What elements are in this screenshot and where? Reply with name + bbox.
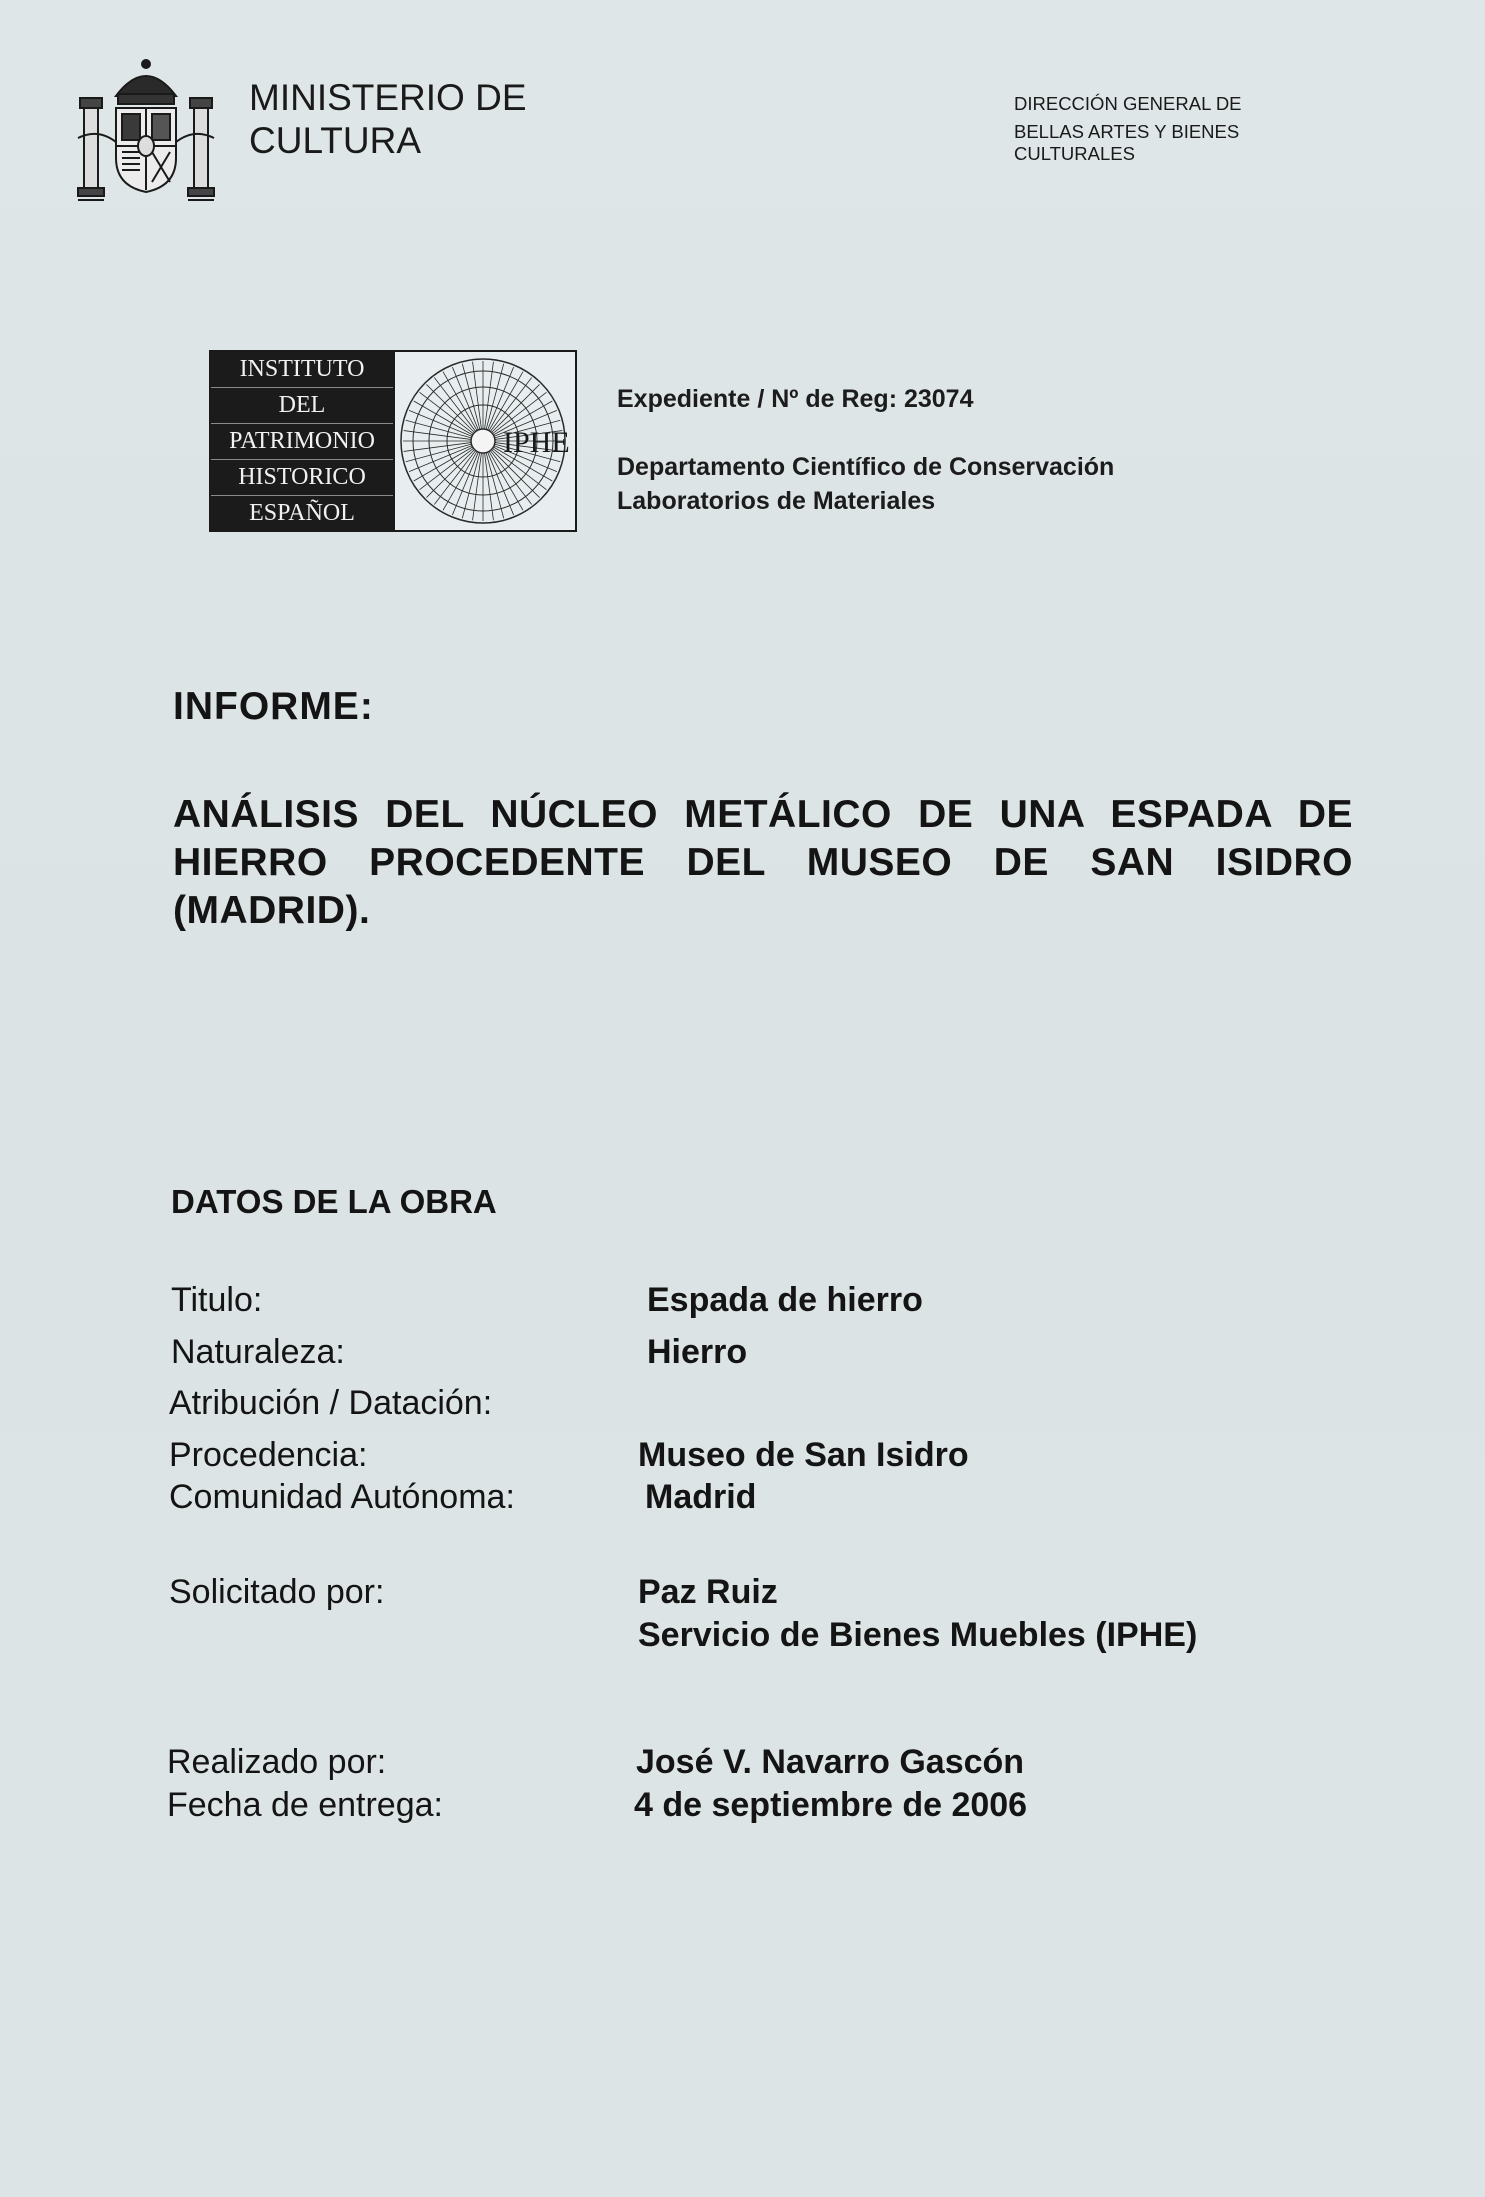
realizado-label: Realizado por:	[167, 1743, 387, 1781]
fecha-label: Fecha de entrega:	[167, 1786, 443, 1824]
work-data-heading: DATOS DE LA OBRA	[171, 1183, 497, 1220]
procedencia-label: Procedencia:	[169, 1436, 368, 1474]
directorate-line-2: BELLAS ARTES Y BIENES	[1014, 121, 1240, 142]
directorate-name	[1014, 90, 1242, 168]
coat-of-arms-icon	[74, 58, 218, 206]
ministry-name	[249, 76, 527, 162]
atribucion-label: Atribución / Datación:	[169, 1384, 493, 1422]
directorate-line-1: DIRECCIÓN GENERAL DE	[1014, 93, 1242, 114]
iphe-acronym: IPHE	[503, 426, 570, 459]
comunidad-label: Comunidad Autónoma:	[169, 1478, 515, 1516]
comunidad-value: Madrid	[645, 1478, 757, 1516]
laboratory-name: Laboratorios de Materiales	[617, 487, 936, 515]
department-name: Departamento Científico de Conservación	[617, 453, 1115, 481]
realizado-value: José V. Navarro Gascón	[636, 1743, 1025, 1781]
naturaleza-value: Hierro	[647, 1333, 748, 1371]
solicitado-label: Solicitado por:	[169, 1573, 385, 1611]
naturaleza-label: Naturaleza:	[171, 1333, 345, 1371]
procedencia-value: Museo de San Isidro	[638, 1436, 969, 1474]
iphe-line-2: DEL	[211, 388, 393, 424]
iphe-line-4: HISTORICO	[211, 460, 393, 496]
iphe-name-block	[211, 352, 395, 530]
directorate-line-3: CULTURALES	[1014, 143, 1135, 164]
report-title: ANÁLISIS DEL NÚCLEO METÁLICO DE UNA ESPADA DE HIERRO PROCEDENTE DEL MUSEO DE SAN ISIDRO (MADRID).	[173, 793, 1353, 932]
solicitado-service: Servicio de Bienes Muebles (IPHE)	[638, 1616, 1198, 1654]
iphe-logo	[209, 350, 577, 532]
titulo-value: Espada de hierro	[647, 1281, 923, 1319]
solicitado-person: Paz Ruiz	[638, 1573, 778, 1611]
department-info	[617, 450, 1114, 518]
registration-number: Expediente / Nº de Reg: 23074	[617, 385, 974, 413]
iphe-line-1: INSTITUTO	[211, 352, 393, 388]
fecha-value: 4 de septiembre de 2006	[634, 1786, 1028, 1824]
report-label: INFORME:	[173, 685, 374, 728]
titulo-label: Titulo:	[171, 1281, 263, 1319]
ministry-line-2: CULTURA	[249, 120, 421, 161]
iphe-line-3: PATRIMONIO	[211, 424, 393, 460]
iphe-rosette-icon	[395, 352, 575, 530]
iphe-line-5: ESPAÑOL	[249, 500, 355, 526]
ministry-line-1: MINISTERIO DE	[249, 77, 527, 118]
